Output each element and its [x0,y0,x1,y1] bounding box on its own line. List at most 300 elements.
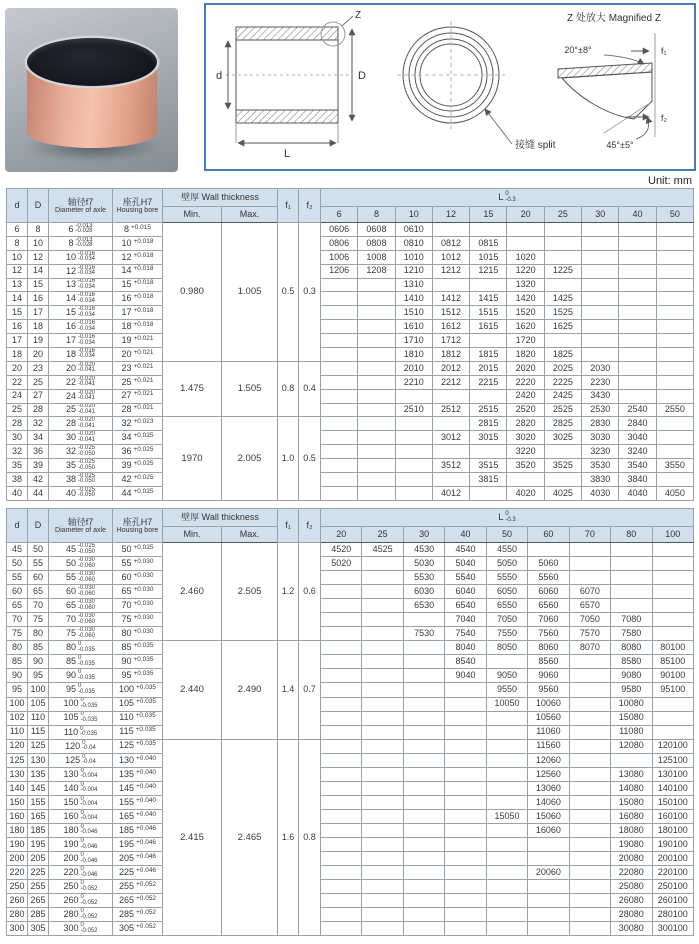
cell-L: 3830 [582,473,619,487]
tolerance-stack: -0.020 -0.041 [78,417,96,429]
col-header-L6: 6 [321,207,358,223]
cell-D: 165 [28,809,49,823]
cell-L: 8540 [445,655,486,669]
cell-axle: 55 -0.030 -0.060 [49,571,113,585]
cell-axle: 110 0 -0.035 [49,725,113,739]
cell-L: 3840 [619,473,656,487]
cell-L: 10560 [528,711,569,725]
cell-L: 13080 [611,767,652,781]
cell-d: 17 [7,334,28,348]
cell-L [321,711,362,725]
cell-L: 30080 [611,922,652,936]
cell-L: 8070 [569,641,610,655]
cell-L [656,445,693,459]
cell-L [321,809,362,823]
cell-bore: 23 $^{+0.021}$ [113,361,163,375]
col-header-max: Max. [222,527,278,543]
table-row [7,320,694,334]
cell-L [652,599,694,613]
cell-L [321,753,362,767]
cell-d: 12 [7,264,28,278]
table-row [7,837,694,851]
cell-D: 36 [28,445,49,459]
cell-L [321,599,362,613]
bore-tolerance: +0.018 [133,251,154,259]
cell-L [445,725,486,739]
table-row [7,278,694,292]
cell-L: 0808 [358,236,395,250]
cell-L: 130100 [652,767,694,781]
cell-L [486,795,527,809]
cell-L: 280100 [652,908,694,922]
cell-L [432,445,469,459]
cell-L: 6050 [486,585,527,599]
cell-f2: 0.5 [299,417,321,500]
cell-wall-min: 2.460 [163,543,222,641]
cell-L: 11060 [528,725,569,739]
cell-L: 4050 [656,486,693,500]
header-row-1 [7,189,694,207]
cell-L [321,866,362,880]
table-row [7,361,694,375]
cell-L [445,711,486,725]
cell-bore: 50 $^{+0.025}$ [113,543,163,557]
cell-bore: 65 $^{+0.030}$ [113,585,163,599]
cell-L [486,922,527,936]
cell-L [507,236,544,250]
cell-L [486,880,527,894]
cell-L: 7550 [486,627,527,641]
cell-L: 4520 [321,543,362,557]
cell-L [656,348,693,362]
bore-tolerance: +0.018 [133,320,154,328]
cell-axle: 16 -0.016 -0.034 [49,320,113,334]
cell-L: 4040 [619,486,656,500]
cell-L [582,334,619,348]
cell-bore: 8 $^{+0.015}$ [113,223,163,237]
cell-axle: 45 -0.025 -0.050 [49,543,113,557]
cell-L: 6530 [403,599,444,613]
cell-f2: 0.7 [299,641,321,739]
cell-bore: 15 $^{+0.018}$ [113,278,163,292]
cell-L [358,278,395,292]
cell-L [321,880,362,894]
col-header-axle: 轴径f7 Diameter of axle [49,509,113,543]
cell-L [507,473,544,487]
cell-L [362,599,403,613]
bore-tolerance: +0.035 [133,670,154,678]
bore-tolerance: +0.040 [135,796,157,804]
bore-tolerance: +0.025 [133,473,154,481]
cell-L: 2425 [544,389,581,403]
cell-L: 2210 [395,375,432,389]
cell-L [395,389,432,403]
cell-L [619,375,656,389]
cell-L [321,641,362,655]
cell-L [652,585,694,599]
cell-L [486,711,527,725]
cell-L: 5530 [403,571,444,585]
cell-D: 115 [28,725,49,739]
table-row [7,711,694,725]
cell-L [619,264,656,278]
cell-L [619,306,656,320]
cell-L [362,852,403,866]
cell-D: 305 [28,922,49,936]
cell-L: 1720 [507,334,544,348]
cell-d: 220 [7,866,28,880]
cell-L [656,278,693,292]
bore-tolerance: +0.030 [133,571,154,579]
tolerance-stack: -0.030 -0.060 [78,613,96,625]
cell-L: 95100 [652,683,694,697]
tolerance-stack: -0.016 -0.034 [78,320,96,332]
cell-L [321,320,358,334]
cell-L: 2520 [507,403,544,417]
cell-bore: 85 $^{+0.035}$ [113,641,163,655]
cell-bore: 75 $^{+0.030}$ [113,613,163,627]
cell-L: 1415 [470,292,507,306]
cell-L [445,767,486,781]
cell-axle: 130 0 -0.004 [49,767,113,781]
cell-L: 1215 [470,264,507,278]
cell-L: 80100 [652,641,694,655]
cell-bore: 19 $^{+0.021}$ [113,334,163,348]
cell-d: 130 [7,767,28,781]
cell-L [569,557,610,571]
cell-d: 22 [7,375,28,389]
cell-L: 2215 [470,375,507,389]
spec-table-large-sizes [6,508,694,936]
cell-axle: 100 0 -0.035 [49,697,113,711]
cell-L [403,809,444,823]
cell-L [321,739,362,753]
cell-L [321,571,362,585]
bore-tolerance: +0.025 [133,487,154,495]
cell-L [656,236,693,250]
cell-L [432,223,469,237]
cell-d: 190 [7,837,28,851]
col-header-L80: 80 [611,527,652,543]
bore-tolerance: +0.035 [135,740,157,748]
cell-D: 135 [28,767,49,781]
tolerance-stack: -0.013 -0.028 [75,236,93,249]
bore-tolerance: +0.021 [133,404,154,412]
cell-L: 6070 [569,585,610,599]
cell-L: 90100 [652,669,694,683]
bore-tolerance: +0.021 [133,348,154,356]
cell-L: 16080 [611,809,652,823]
cell-L [569,894,610,908]
cell-L [321,417,358,431]
cell-L: 6550 [486,599,527,613]
cell-L [403,613,444,627]
cell-D: 32 [28,417,49,431]
cell-L: 6040 [445,585,486,599]
col-header-min: Min. [163,207,222,223]
cell-L: 2015 [470,361,507,375]
table-row [7,697,694,711]
cell-L [652,725,694,739]
bore-tolerance: +0.046 [135,866,157,874]
cell-D: 27 [28,389,49,403]
cell-axle: 18 -0.016 -0.034 [49,348,113,362]
cell-L [445,823,486,837]
table-row [7,348,694,362]
cell-d: 45 [7,543,28,557]
cell-L: 260100 [652,894,694,908]
cell-L: 1310 [395,278,432,292]
cell-L [358,375,395,389]
table-row [7,753,694,767]
cell-L: 2012 [432,361,469,375]
cell-axle: 25 -0.020 -0.041 [49,403,113,417]
table-row [7,894,694,908]
cell-bore: 145 $^{+0.040}$ [113,781,163,795]
col-header-wall: 壁厚 Wall thickness [163,509,278,527]
cell-L [528,908,569,922]
table-row [7,557,694,571]
cell-L [611,571,652,585]
cell-L: 7080 [611,613,652,627]
cell-D: 195 [28,837,49,851]
cell-L: 2525 [544,403,581,417]
cell-L [486,837,527,851]
cell-L [619,236,656,250]
cell-L: 1320 [507,278,544,292]
cell-D: 16 [28,292,49,306]
cell-L [544,473,581,487]
cell-L: 3520 [507,459,544,473]
table-row [7,683,694,697]
cell-L [362,739,403,753]
cell-bore: 225 $^{+0.046}$ [113,866,163,880]
cell-axle: 250 0 -0.052 [49,880,113,894]
cell-L [403,739,444,753]
cell-d: 70 [7,613,28,627]
col-header-L60: 60 [528,527,569,543]
cell-L [362,866,403,880]
cell-L: 1206 [321,264,358,278]
tolerance-stack: -0.016 -0.034 [78,278,96,290]
table-row [7,809,694,823]
cell-L [321,669,362,683]
cell-axle: 65 -0.030 -0.060 [49,599,113,613]
bore-tolerance: +0.052 [135,923,157,931]
bore-tolerance: +0.025 [133,432,154,440]
cell-bore: 60 $^{+0.030}$ [113,571,163,585]
cell-L: 3512 [432,459,469,473]
cell-L [403,823,444,837]
cell-L [403,837,444,851]
cell-axle: 105 0 -0.035 [49,711,113,725]
cell-d: 80 [7,641,28,655]
cell-d: 180 [7,823,28,837]
cell-L: 2820 [507,417,544,431]
cell-L: 5040 [445,557,486,571]
cell-wall-max: 2.490 [222,641,278,739]
cell-L: 4030 [582,486,619,500]
cell-d: 140 [7,781,28,795]
cell-L: 3550 [656,459,693,473]
cell-f1: 0.8 [278,361,299,417]
bore-tolerance: +0.046 [135,852,157,860]
cell-L: 1010 [395,250,432,264]
cell-L: 2212 [432,375,469,389]
cell-L [362,753,403,767]
cell-L: 2420 [507,389,544,403]
cell-L: 1420 [507,292,544,306]
cell-L [432,389,469,403]
cell-bore: 135 $^{+0.040}$ [113,767,163,781]
cell-L [362,823,403,837]
cell-D: 185 [28,823,49,837]
table-row [7,739,694,753]
cell-L: 4020 [507,486,544,500]
cell-L: 6030 [403,585,444,599]
bore-tolerance: +0.035 [133,642,154,650]
cell-L: 28080 [611,908,652,922]
cell-D: 42 [28,473,49,487]
cell-d: 100 [7,697,28,711]
cell-L: 4525 [362,543,403,557]
cell-L: 6060 [528,585,569,599]
cell-axle: 38 -0.025 -0.050 [49,473,113,487]
cell-L [652,711,694,725]
cell-axle: 50 -0.030 -0.060 [49,557,113,571]
cell-L: 5050 [486,557,527,571]
cell-f2: 0.8 [299,739,321,936]
bore-tolerance: +0.021 [133,334,154,342]
cell-L: 2515 [470,403,507,417]
cell-L [321,431,358,445]
cell-L: 20080 [611,852,652,866]
tolerance-stack: 0 -0.035 [78,669,96,681]
cell-axle: 24 -0.020 -0.041 [49,389,113,403]
cell-L: 7540 [445,627,486,641]
cell-axle: 22 -0.020 -0.041 [49,375,113,389]
cell-axle: 60 -0.030 -0.060 [49,585,113,599]
tolerance-stack: -0.016 -0.034 [78,292,96,304]
product-photo [5,8,178,172]
cell-L: 8040 [445,641,486,655]
cell-L [362,641,403,655]
tolerance-stack: 0 -0.052 [80,880,98,892]
cell-f1: 0.5 [278,223,299,362]
cell-axle: 10 -0.016 -0.034 [49,250,113,264]
cell-L: 9550 [486,683,527,697]
cell-L [321,292,358,306]
table-row [7,571,694,585]
cell-L: 4530 [403,543,444,557]
cell-L [403,683,444,697]
cell-axle: 28 -0.020 -0.041 [49,417,113,431]
cell-L: 200100 [652,852,694,866]
cell-bore: 110 $^{+0.035}$ [113,711,163,725]
cell-L [656,473,693,487]
cell-axle: 75 -0.030 -0.060 [49,627,113,641]
cell-D: 10 [28,236,49,250]
cell-D: 70 [28,599,49,613]
bore-tolerance: +0.025 [133,543,154,551]
bore-tolerance: +0.040 [135,768,157,776]
cell-L: 15080 [611,711,652,725]
cell-L: 15060 [528,809,569,823]
cell-L [321,655,362,669]
cell-L: 9040 [445,669,486,683]
cell-L: 14060 [528,795,569,809]
cell-L: 140100 [652,781,694,795]
cell-L [486,823,527,837]
cell-bore: 265 $^{+0.052}$ [113,894,163,908]
cell-axle: 220 0 -0.046 [49,866,113,880]
cell-L [403,894,444,908]
tolerance-stack: 0 -0.035 [80,725,98,738]
cell-L [321,403,358,417]
cell-L [611,599,652,613]
cell-L [486,739,527,753]
cell-d: 15 [7,306,28,320]
tolerance-stack: -0.025 -0.050 [78,445,96,457]
cell-L [321,613,362,627]
cell-L [582,292,619,306]
cell-wall-min: 1970 [163,417,222,500]
cell-L [321,375,358,389]
col-header-L10: 10 [395,207,432,223]
cell-L: 3012 [432,431,469,445]
tolerance-stack: 0 -0.052 [80,922,98,934]
cell-wall-min: 2.440 [163,641,222,739]
cell-L: 15050 [486,809,527,823]
cell-L: 1208 [358,264,395,278]
cell-L [619,278,656,292]
cell-L [321,585,362,599]
cell-L [403,753,444,767]
cell-L [582,348,619,362]
cell-bore: 17 $^{+0.018}$ [113,306,163,320]
cell-L [544,236,581,250]
cell-L: 0806 [321,236,358,250]
cell-L: 220100 [652,866,694,880]
cell-L: 3240 [619,445,656,459]
cell-L [395,459,432,473]
bore-tolerance: +0.023 [133,418,154,426]
technical-drawing-panel [204,3,696,171]
cell-L [582,250,619,264]
cell-L: 120100 [652,739,694,753]
tolerance-stack: 0 -0.035 [78,655,96,667]
cell-L [321,627,362,641]
cell-L [445,697,486,711]
cell-axle: 6 -0.013 -0.028 [49,223,113,237]
cell-f1: 1.6 [278,739,299,936]
table-row [7,306,694,320]
cell-L: 125100 [652,753,694,767]
cell-L [619,389,656,403]
cell-D: 205 [28,852,49,866]
tolerance-stack: 0 -0.035 [80,697,98,710]
cell-L [395,417,432,431]
tolerance-stack: 0 -0.004 [80,767,98,780]
cell-L [582,320,619,334]
cell-L [652,571,694,585]
cell-d: 25 [7,403,28,417]
cell-L [321,459,358,473]
cell-D: 265 [28,894,49,908]
cell-D: 55 [28,557,49,571]
cell-D: 125 [28,739,49,753]
cell-D: 60 [28,571,49,585]
